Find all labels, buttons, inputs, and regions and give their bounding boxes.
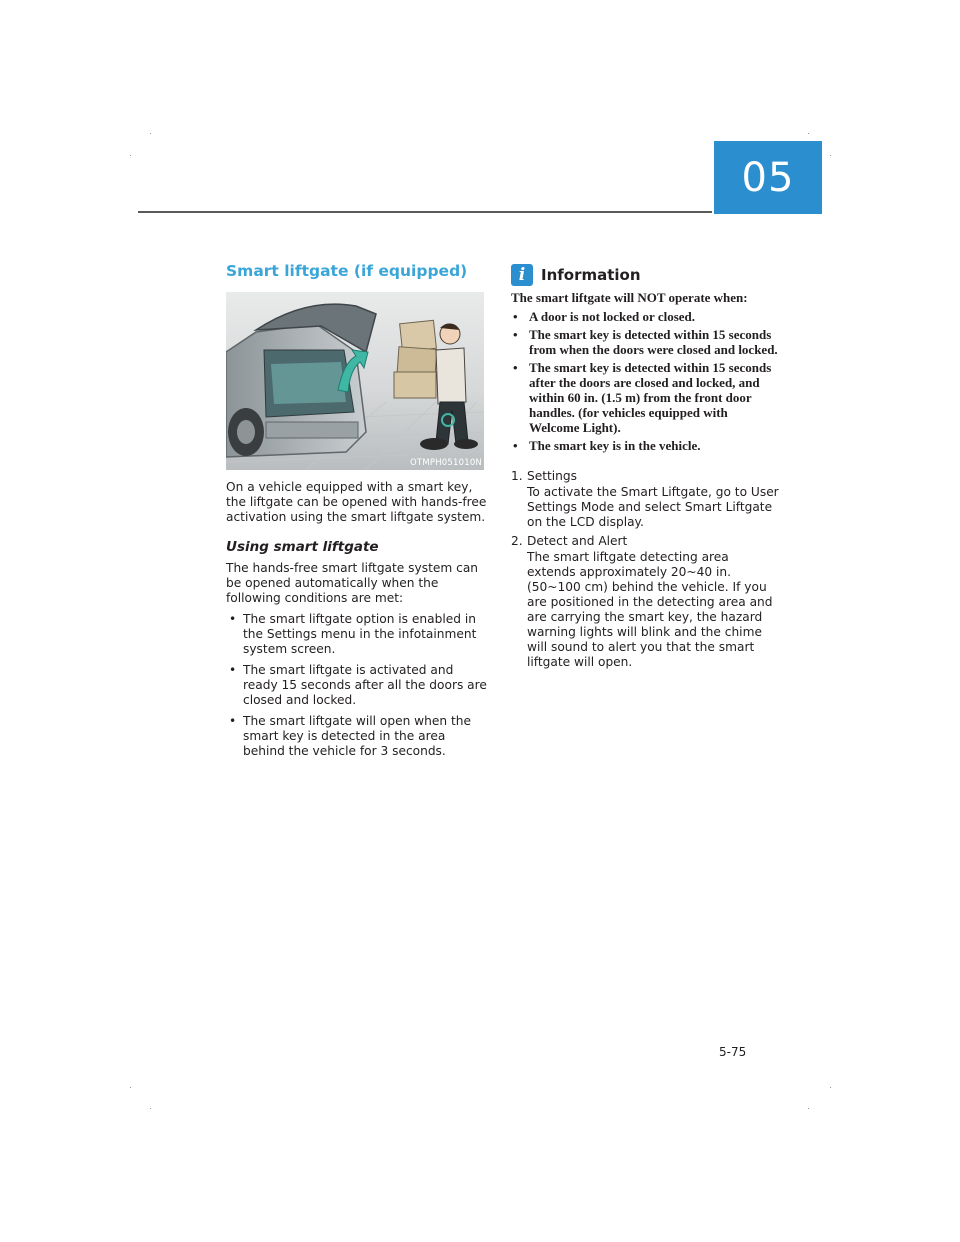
- crop-mark: [150, 133, 151, 134]
- left-column: [226, 262, 488, 765]
- section-title: Smart liftgate (if equipped): [226, 262, 468, 280]
- list-item: • The smart key is detected within 15 seconds after the doors are closed and locked, and within 60 in. (1.5 m) from the front door handles. (for vehicles equipped with Welcome Light).: [511, 360, 779, 435]
- intro-paragraph: On a vehicle equipped with a smart key, the liftgate can be opened with hands-free activation using the smart liftgate system.: [226, 480, 487, 524]
- chapter-tab: 05: [714, 141, 822, 214]
- list-item: • The smart liftgate will open when the smart key is detected in the area behind the vehicle for 3 seconds.: [226, 714, 488, 759]
- liftgate-drawing: [226, 292, 484, 470]
- crop-mark: [130, 1087, 131, 1088]
- figure-code: OTMPH051010N: [410, 458, 482, 468]
- crop-mark: [830, 155, 831, 156]
- information-title: Information: [541, 266, 641, 284]
- right-column: [511, 264, 779, 674]
- header-rule: [138, 211, 712, 213]
- list-item: • The smart liftgate option is enabled in the Settings menu in the infotainment system screen.: [226, 612, 488, 657]
- steps-list: [511, 469, 779, 670]
- step-text: To activate the Smart Liftgate, go to User Settings Mode and select Smart Liftgate on the LCD display.: [527, 485, 779, 529]
- using-heading: Using smart liftgate: [226, 539, 379, 555]
- information-list: [511, 309, 779, 453]
- step-title: Settings: [527, 469, 577, 483]
- list-item: • The smart key is detected within 15 seconds from when the doors were closed and locked.: [511, 327, 779, 357]
- information-header: [511, 264, 779, 286]
- crop-mark: [150, 1108, 151, 1109]
- crop-mark: [808, 1108, 809, 1109]
- conditions-list: [226, 612, 488, 759]
- liftgate-illustration: [226, 292, 484, 470]
- info-icon: i: [511, 264, 533, 286]
- crop-mark: [830, 1087, 831, 1088]
- list-item: • The smart liftgate is activated and ready 15 seconds after all the doors are closed and locked.: [226, 663, 488, 708]
- step-number: 2.: [511, 534, 523, 548]
- page-number: 5-75: [719, 1045, 747, 1059]
- using-paragraph: The hands-free smart liftgate system can be opened automatically when the following conditions are met:: [226, 561, 479, 605]
- crop-mark: [130, 155, 131, 156]
- crop-mark: [808, 133, 809, 134]
- step-item: [511, 469, 779, 530]
- list-item: • A door is not locked or closed.: [511, 309, 779, 324]
- step-title: Detect and Alert: [527, 534, 628, 548]
- step-item: [511, 534, 779, 670]
- step-number: 1.: [511, 469, 523, 483]
- step-text: The smart liftgate detecting area extends approximately 20~40 in. (50~100 cm) behind the vehicle. If you are positioned in the detecting area and are carrying the smart key, the hazard warning lights will blink and the chime will sound to alert you that the smart liftgate will open.: [527, 550, 773, 669]
- list-item: • The smart key is in the vehicle.: [511, 438, 779, 453]
- information-lead: The smart liftgate will NOT operate when:: [511, 290, 748, 305]
